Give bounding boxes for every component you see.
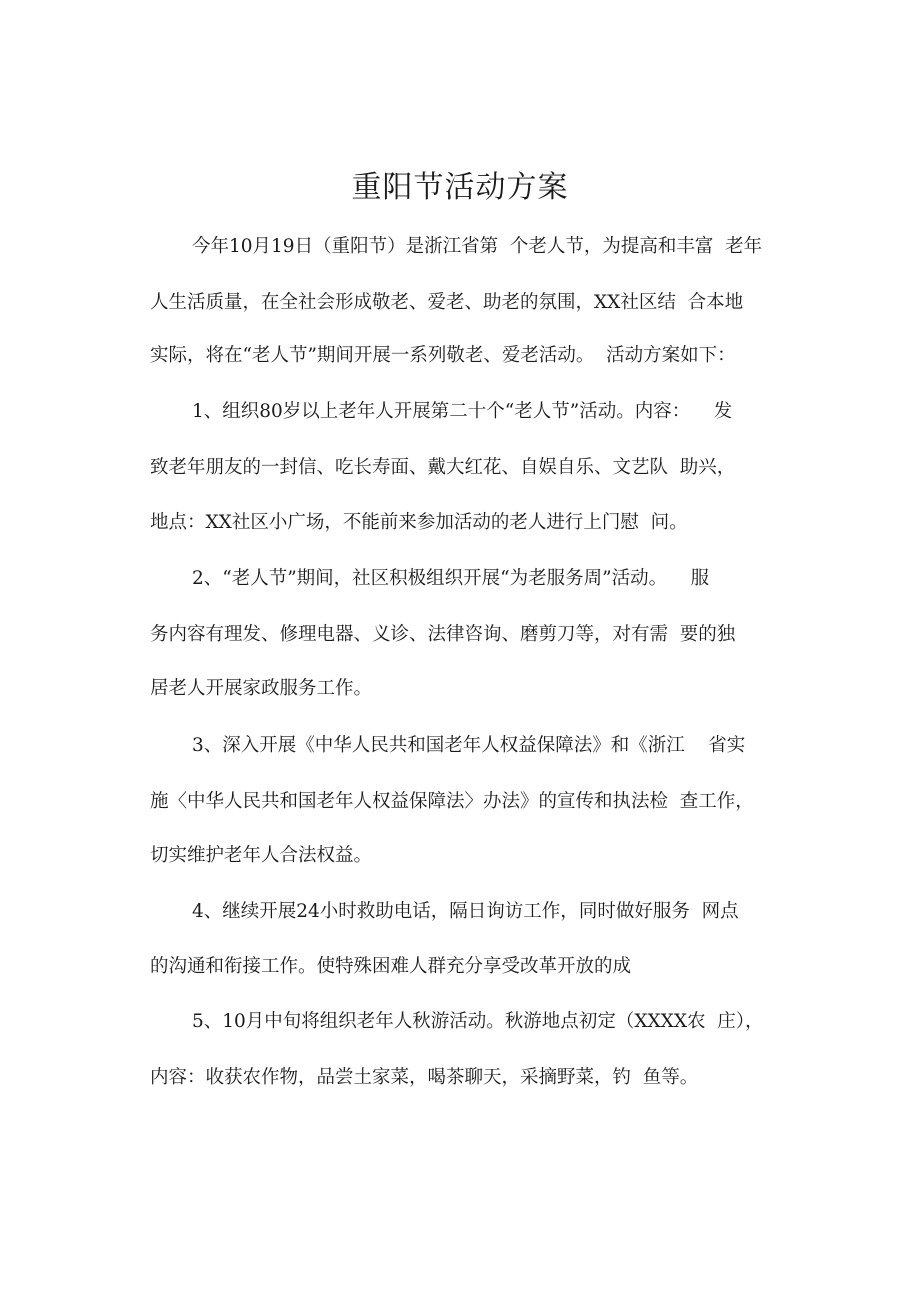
paragraph-1-line-3: 实际，将在“老人节”期间开展一系列敬老、爱老活动。 活动方案如下： <box>150 345 736 366</box>
paragraph-3-line-3: 居老人开展家政服务工作。 <box>150 678 373 699</box>
paragraph-2-line-2: 致老年朋友的一封信、吃长寿面、戴大红花、自娱自乐、文艺队 助兴， <box>150 457 736 478</box>
paragraph-5-line-2: 的沟通和衔接工作。使特殊困难人群充分享受改革开放的成 <box>150 956 632 977</box>
paragraph-4-line-1: 3、深入开展《中华人民共和国老年人权益保障法》和《浙江 省实 <box>192 735 746 756</box>
paragraph-1-line-2: 人生活质量，在全社会形成敬老、爱老、助老的氛围，XX社区结 合本地 <box>150 292 744 313</box>
paragraph-4-line-2: 施〈中华人民共和国老年人权益保障法〉办法》的宣传和执法检 查工作， <box>150 791 754 812</box>
paragraph-5-line-1: 4、继续开展24小时救助电话，隔日询访工作，同时做好服务 网点 <box>192 901 739 922</box>
paragraph-6-line-2: 内容：收获农作物，品尝土家菜，喝茶聊天，采摘野菜，钓 鱼等。 <box>150 1067 699 1088</box>
paragraph-6-line-1: 5、10月中旬将组织老年人秋游活动。秋游地点初定（XXXX农 庄）， <box>192 1011 764 1032</box>
paragraph-2-line-3: 地点：XX社区小广场，不能前来参加活动的老人进行上门慰 问。 <box>150 512 688 533</box>
paragraph-1-line-1: 今年10月19日（重阳节）是浙江省第 个老人节，为提高和丰富 老年 <box>192 236 763 257</box>
paragraph-2-line-1: 1、组织80岁以上老年人开展第二十个“老人节”活动。内容： 发 <box>192 401 733 422</box>
document-title: 重阳节活动方案 <box>351 170 569 205</box>
paragraph-3-line-1: 2、“老人节”期间，社区积极组织开展“为老服务周”活动。 服 <box>192 568 710 589</box>
paragraph-4-line-3: 切实维护老年人合法权益。 <box>150 845 373 866</box>
paragraph-3-line-2: 务内容有理发、修理电器、义诊、法律咨询、磨剪刀等，对有需 要的独 <box>150 624 736 645</box>
